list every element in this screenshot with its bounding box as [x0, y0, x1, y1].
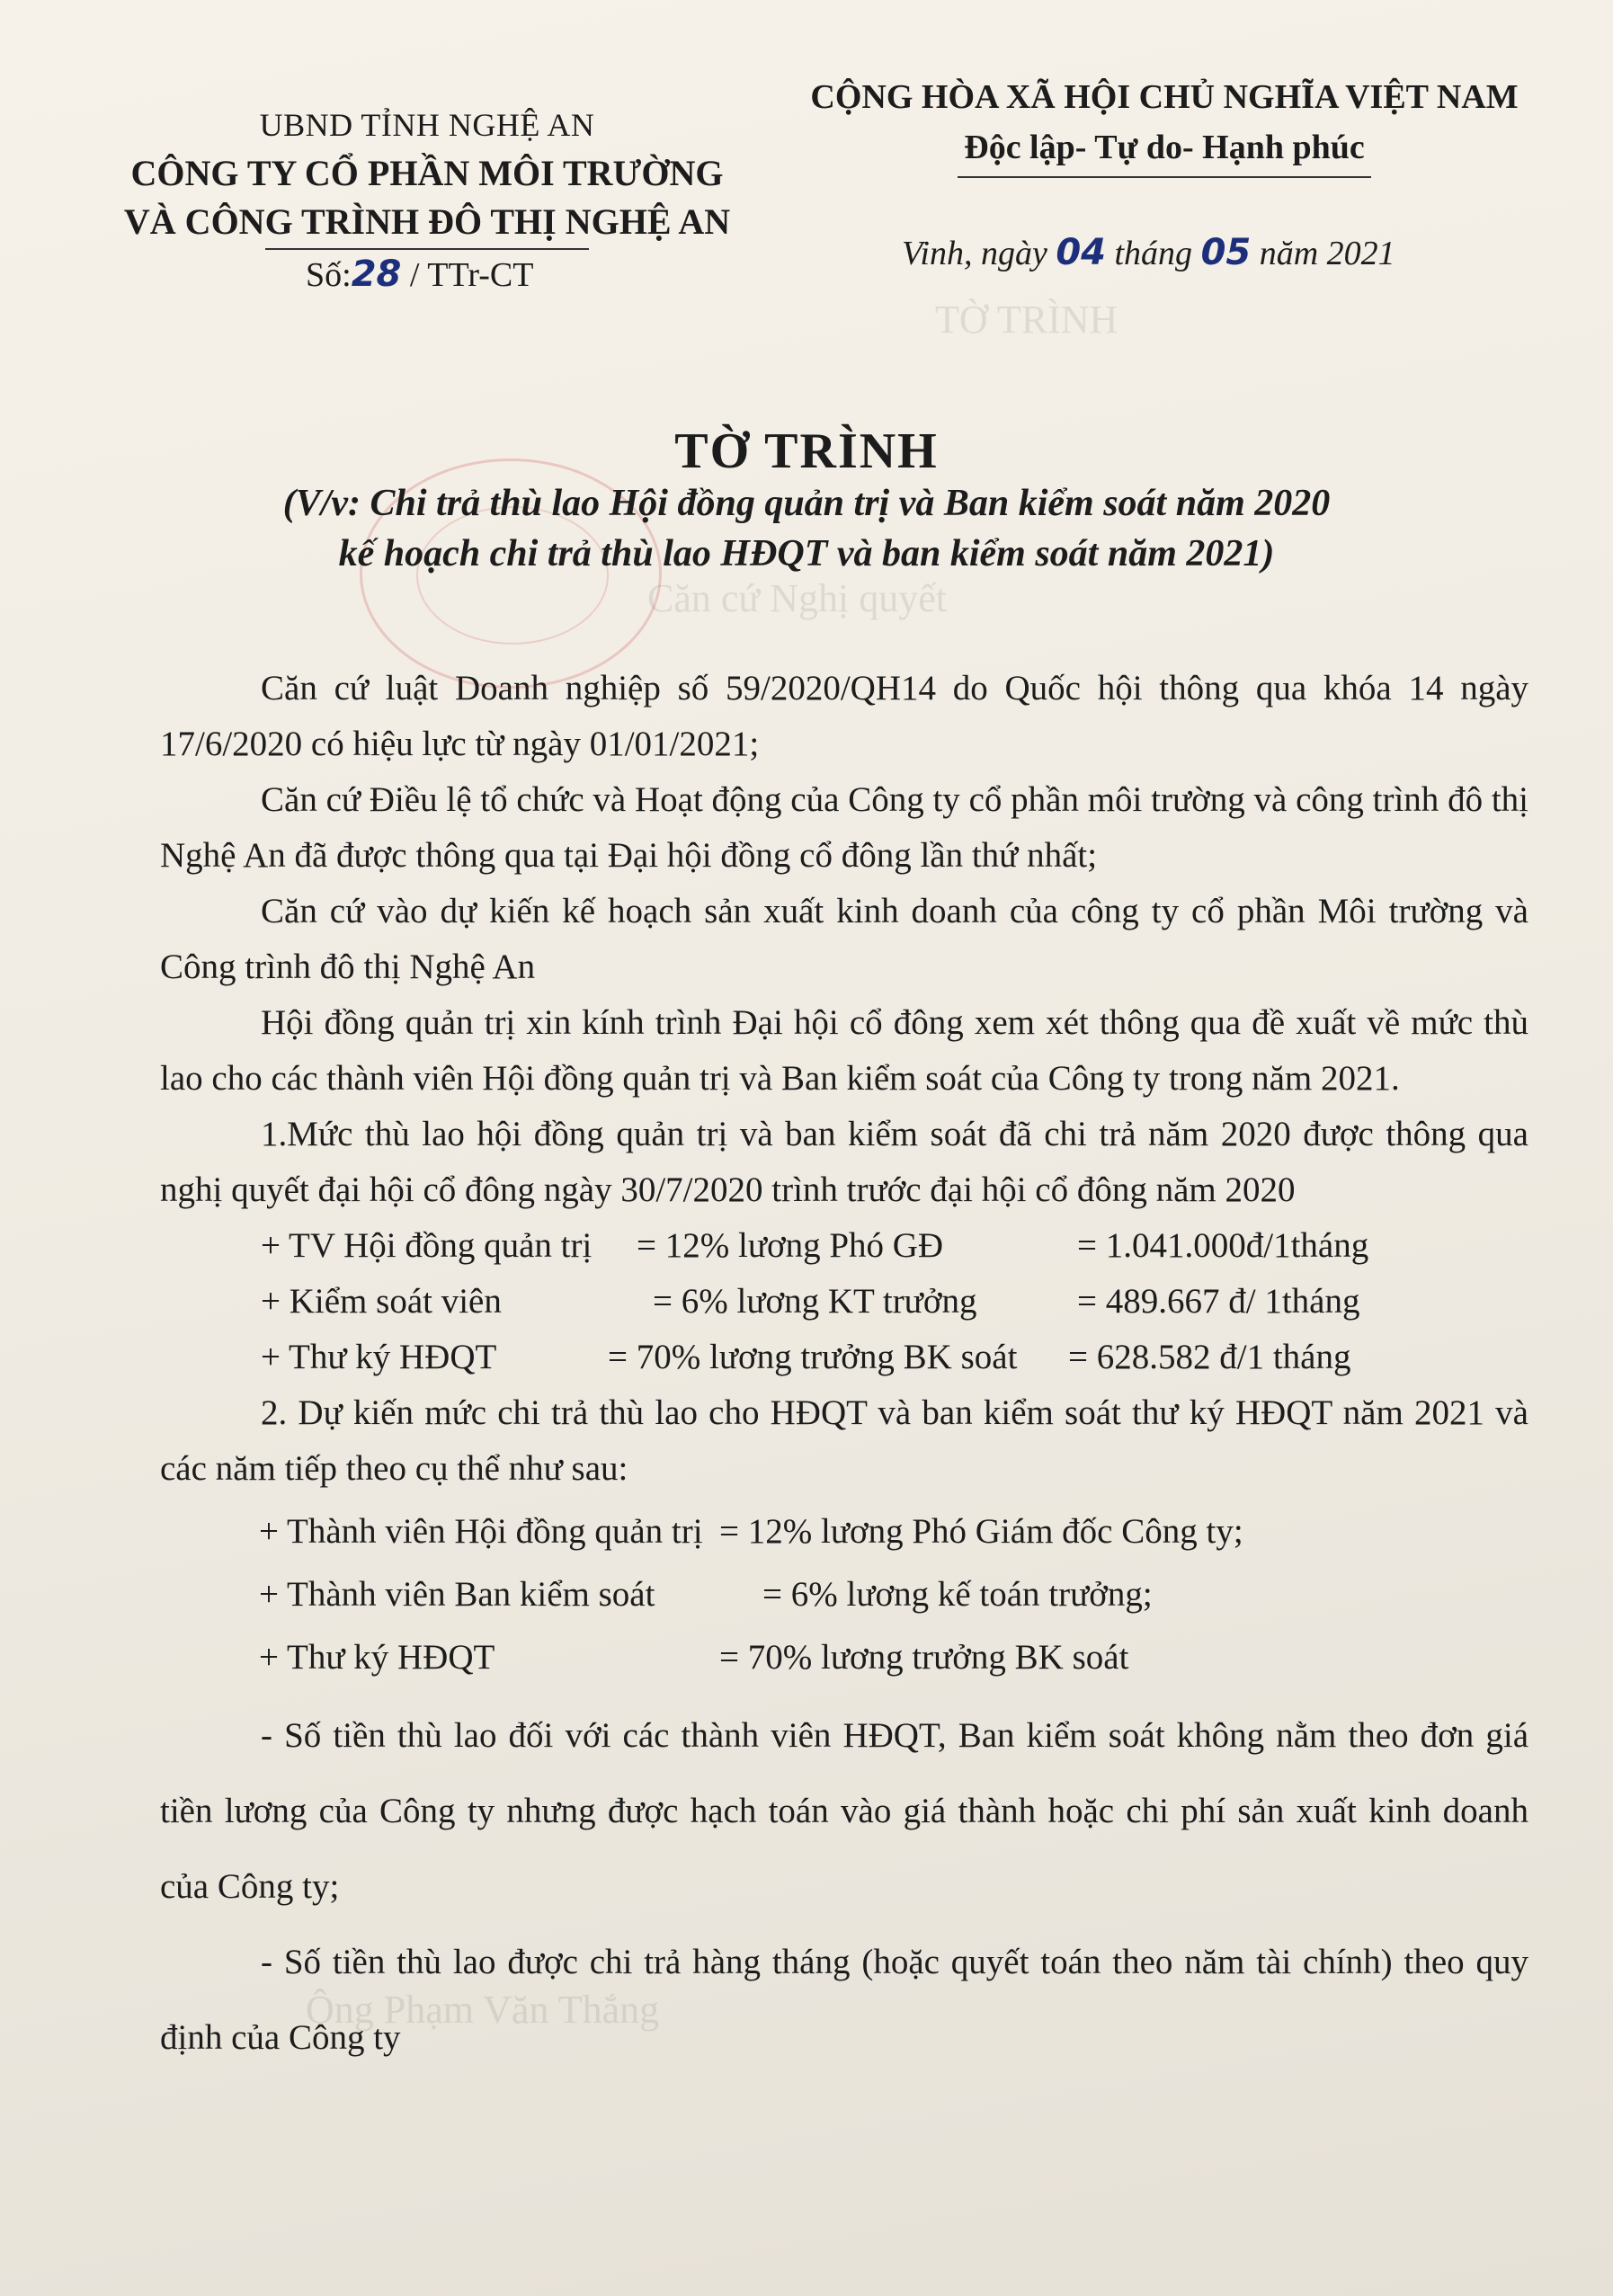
- paragraph-proposal: Hội đồng quản trị xin kính trình Đại hội cổ đông xem xét thông qua đề xuất về mức thù lao cho các thành viên Hội đồng quản trị và Ban kiểm soát của Công ty trong năm 2021.: [160, 1003, 1528, 1098]
- paragraph-legal-basis-2: Căn cứ Điều lệ tổ chức và Hoạt động của Công ty cổ phần môi trường và công trình đô thị Nghệ An đã được thông qua tại Đại hội đồng cổ đông lần thứ nhất;: [160, 780, 1528, 875]
- paragraph-note-1: - Số tiền thù lao đối với các thành viên HĐQT, Ban kiểm soát không nằm theo đơn giá tiền lương của Công ty nhưng được hạch toán vào giá thành hoặc chi phí sản xuất kinh doanh của Công ty;: [160, 1716, 1528, 1906]
- item-label: + Thành viên Hội đồng quản trị: [259, 1512, 703, 1551]
- issuer-company-line2: VÀ CÔNG TRÌNH ĐÔ THỊ NGHỆ AN: [123, 201, 731, 242]
- document-title: TỜ TRÌNH: [674, 423, 939, 479]
- remuneration-2021-list: [160, 1504, 1528, 1693]
- number-prefix: Số:: [306, 256, 352, 294]
- subject-line-2: kế hoạch chi trả thù lao HĐQT và ban kiểm soát năm 2021): [338, 533, 1275, 574]
- national-motto: [782, 72, 1546, 178]
- document-date: [902, 232, 1395, 273]
- bleed-through-text: Căn cứ Nghị quyết: [647, 576, 948, 620]
- document-body: [160, 661, 1528, 2076]
- item-formula: = 12% lương Phó GĐ: [637, 1226, 944, 1265]
- issuer-company-line1: CÔNG TY CỔ PHẦN MÔI TRƯỜNG: [130, 153, 724, 193]
- paragraph-note-2: - Số tiền thù lao được chi trả hàng tháng (hoặc quyết toán theo năm tài chính) theo quy định của Công ty: [160, 1943, 1528, 2057]
- issuer-underline: [265, 248, 589, 250]
- item-formula: = 6% lương kế toán trưởng;: [762, 1575, 1153, 1614]
- list-item: [160, 1274, 1528, 1330]
- document-number: [306, 254, 533, 295]
- item-label: + Thư ký HĐQT: [259, 1638, 495, 1677]
- bleed-through-text: TỜ TRÌNH: [935, 298, 1118, 342]
- item-formula: = 70% lương trưởng BK soát: [608, 1338, 1018, 1376]
- document-subject: [0, 478, 1613, 579]
- list-item: [160, 1567, 1528, 1630]
- paragraph-legal-basis-1: Căn cứ luật Doanh nghiệp số 59/2020/QH14 do Quốc hội thông qua khóa 14 ngày 17/6/2020 có hiệu lực từ ngày 01/01/2021;: [160, 669, 1528, 763]
- handwritten-month: 05: [1200, 232, 1252, 273]
- date-year: năm 2021: [1251, 235, 1395, 272]
- remuneration-2020-list: [160, 1218, 1528, 1385]
- item-formula: = 70% lương trưởng BK soát: [719, 1638, 1129, 1677]
- motto-underline: [958, 176, 1371, 178]
- item-formula: = 6% lương KT trưởng: [653, 1282, 977, 1321]
- item-label: + Kiểm soát viên: [261, 1282, 502, 1321]
- issuer-header: [99, 101, 755, 250]
- paragraph-section-1: 1.Mức thù lao hội đồng quản trị và ban kiểm soát đã chi trả năm 2020 được thông qua nghị quyết đại hội cổ đông ngày 30/7/2020 trình trước đại hội cổ đông năm 2020: [160, 1115, 1528, 1209]
- item-formula: = 12% lương Phó Giám đốc Công ty;: [719, 1512, 1243, 1551]
- item-value: = 1.041.000đ/1tháng: [1077, 1226, 1369, 1265]
- item-label: + TV Hội đồng quản trị: [261, 1226, 593, 1265]
- subject-line-1: (V/v: Chi trả thù lao Hội đồng quản trị và Ban kiểm soát năm 2020: [282, 483, 1331, 524]
- handwritten-day: 04: [1056, 232, 1106, 273]
- bleed-through-text: Ông Phạm Văn Thắng: [306, 1988, 660, 2032]
- list-item: [160, 1630, 1528, 1693]
- item-value: = 489.667 đ/ 1tháng: [1077, 1282, 1360, 1321]
- country-name: CỘNG HÒA XÃ HỘI CHỦ NGHĨA VIỆT NAM: [810, 78, 1519, 116]
- date-place: Vinh, ngày: [902, 235, 1056, 272]
- list-item: [160, 1504, 1528, 1567]
- paragraph-section-2: 2. Dự kiến mức chi trả thù lao cho HĐQT và ban kiểm soát thư ký HĐQT năm 2021 và các năm tiếp theo cụ thể như sau:: [160, 1393, 1528, 1488]
- number-suffix: / TTr-CT: [409, 256, 534, 294]
- list-item: [160, 1218, 1528, 1274]
- date-month-label: tháng: [1106, 235, 1201, 272]
- motto: Độc lập- Tự do- Hạnh phúc: [964, 129, 1365, 166]
- issuer-authority: UBND TỈNH NGHỆ AN: [259, 107, 595, 143]
- paragraph-legal-basis-3: Căn cứ vào dự kiến kế hoạch sản xuất kinh doanh của công ty cổ phần Môi trường và Công trình đô thị Nghệ An: [160, 892, 1528, 986]
- item-value: = 628.582 đ/1 tháng: [1068, 1338, 1351, 1376]
- item-label: + Thư ký HĐQT: [261, 1338, 497, 1376]
- item-label: + Thành viên Ban kiểm soát: [259, 1575, 655, 1614]
- handwritten-number: 28: [351, 254, 402, 295]
- list-item: [160, 1330, 1528, 1385]
